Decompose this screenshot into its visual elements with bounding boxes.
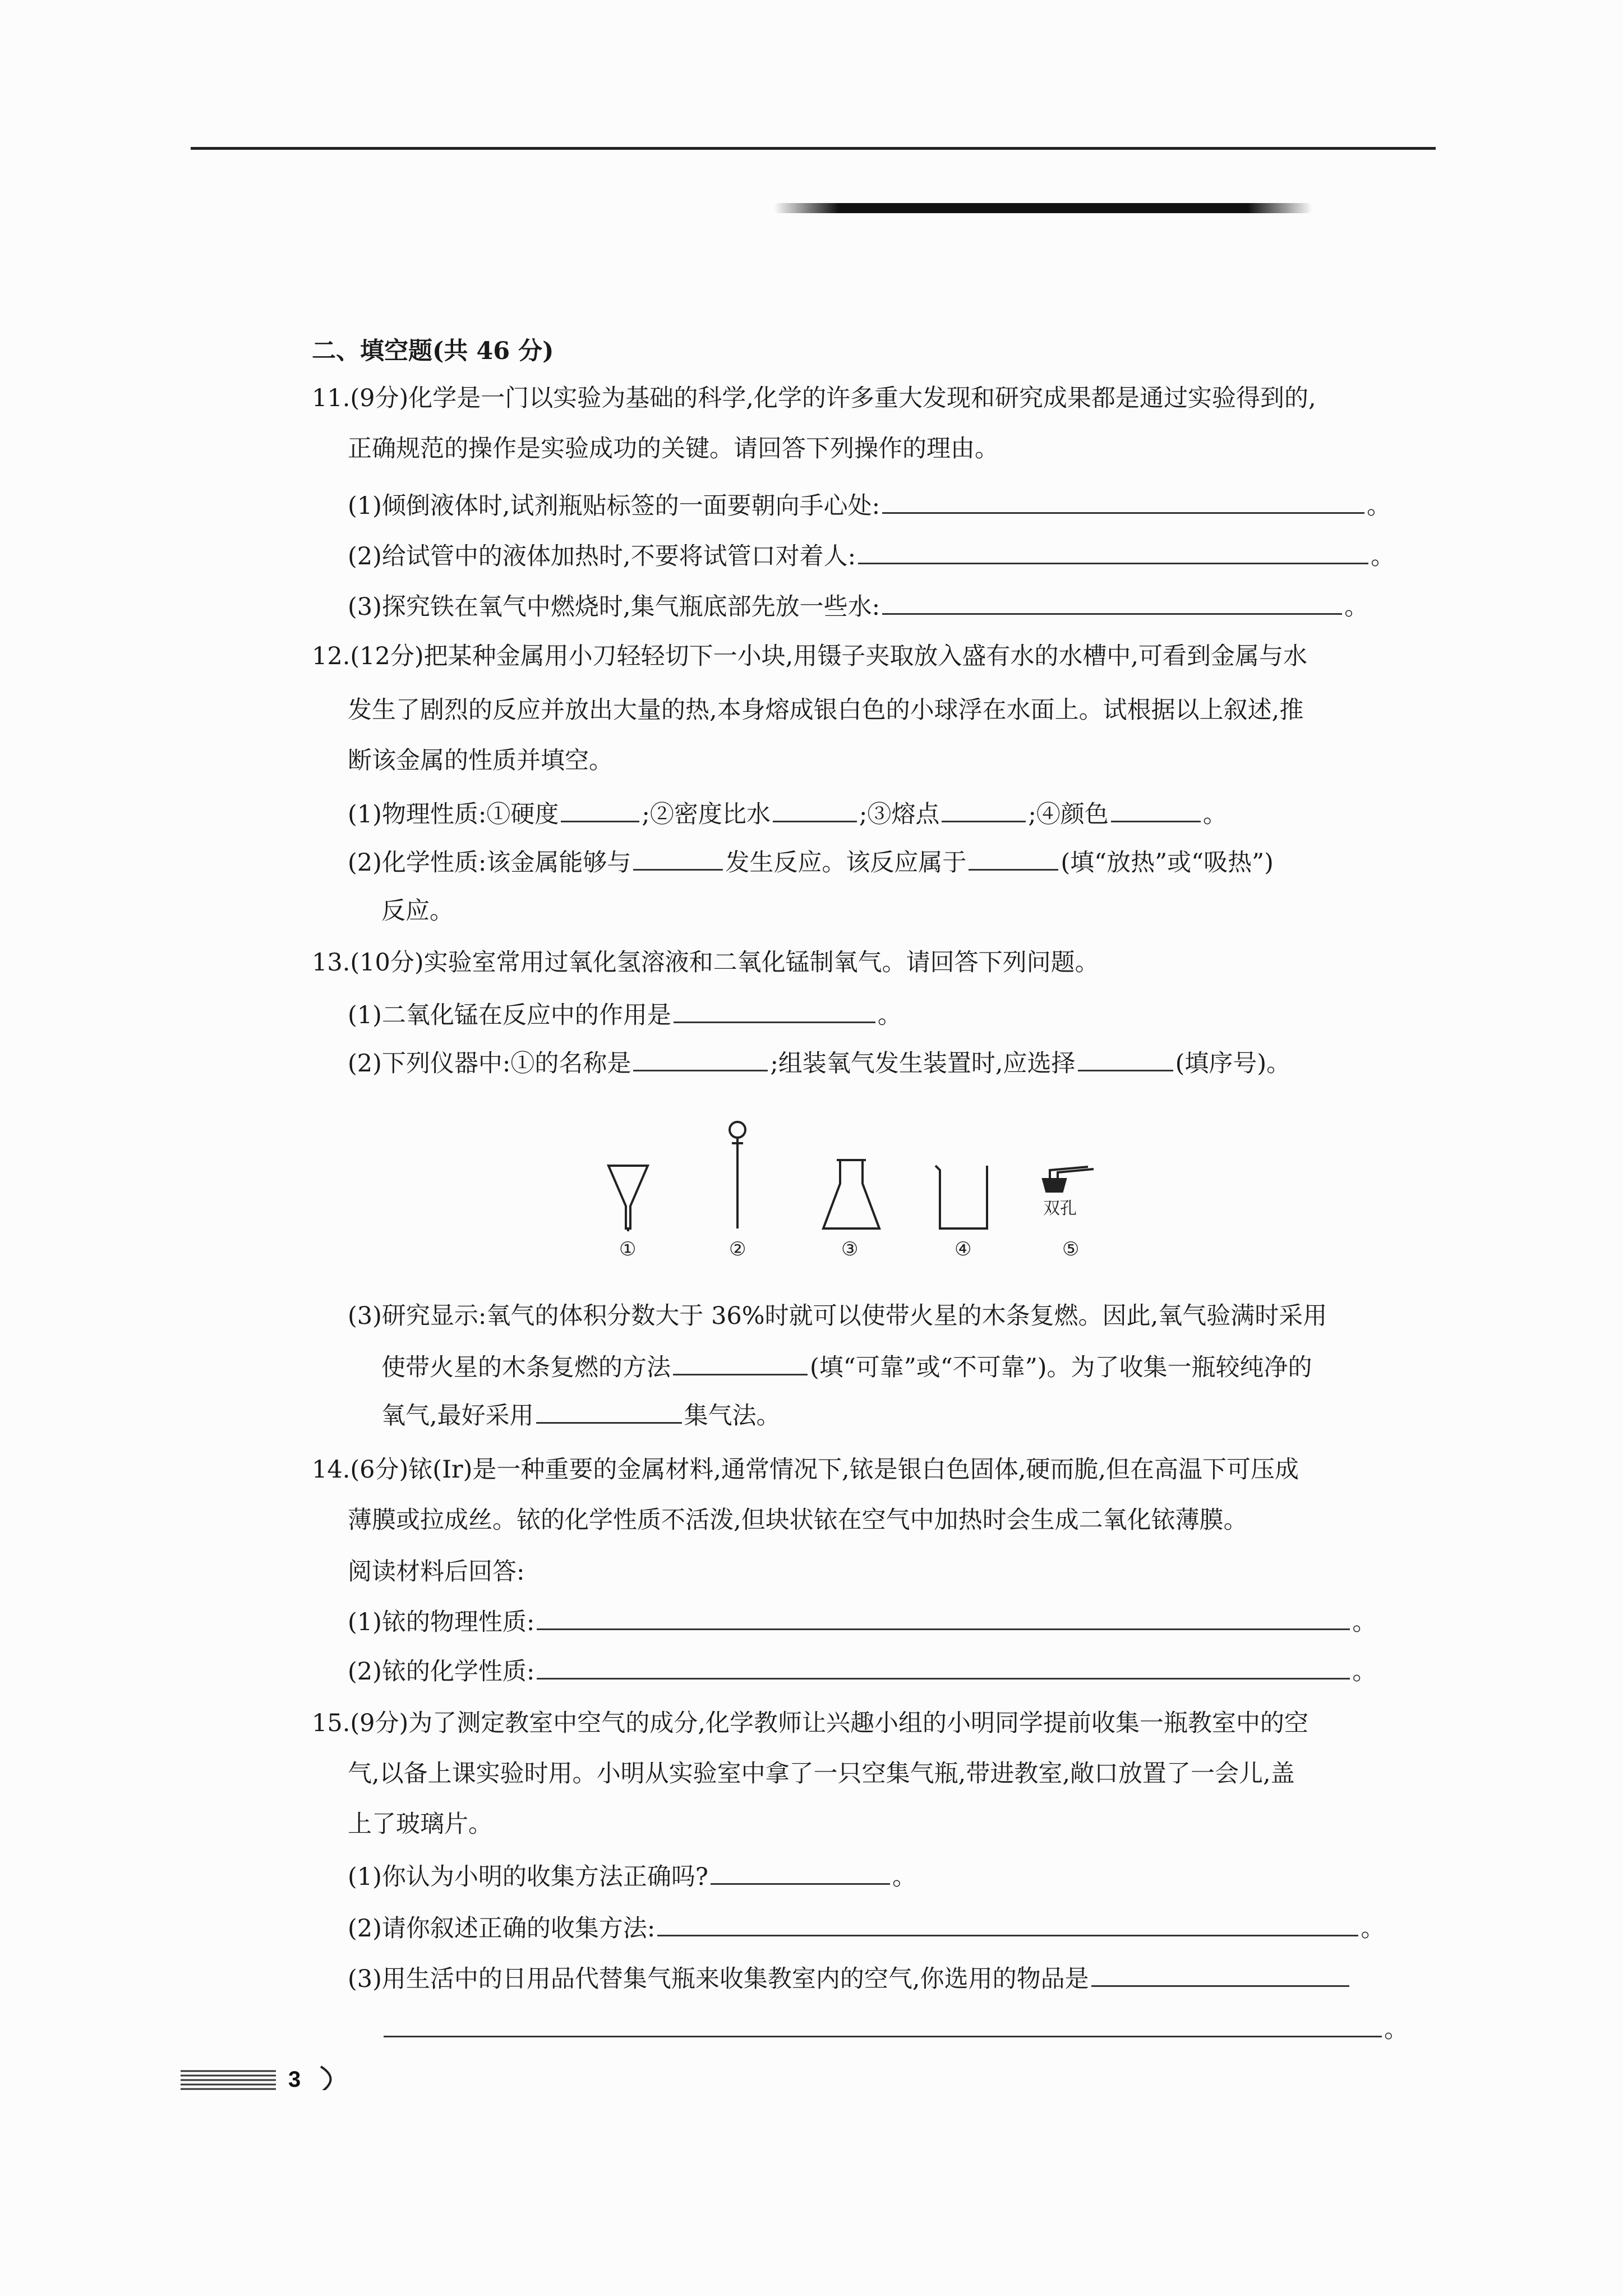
q12-part1-d: ;④颜色 bbox=[1028, 800, 1109, 829]
q13-select-blank[interactable] bbox=[1078, 1047, 1173, 1071]
q13-part1-a: (1)二氧化锰在反应中的作用是 bbox=[348, 1001, 671, 1029]
q14-line3: 阅读材料后回答: bbox=[348, 1558, 525, 1586]
q14-line2: 薄膜或拉成丝。铱的化学性质不活泼,但块状铱在空气中加热时会生成二氧化铱薄膜。 bbox=[348, 1506, 1248, 1534]
q12-part2-b: 发生反应。该反应属于 bbox=[725, 849, 967, 877]
q12-density-blank[interactable] bbox=[773, 798, 857, 822]
q14-chemical-blank[interactable] bbox=[537, 1655, 1350, 1680]
q15-part2-text: (2)请你叙述正确的收集方法: bbox=[348, 1915, 656, 1943]
q12-line2: 发生了剧烈的反应并放出大量的热,本身熔成银白色的小球浮在水面上。试根据以上叙述,推 bbox=[348, 696, 1304, 724]
q13-part2-c: (填序号)。 bbox=[1175, 1050, 1291, 1078]
q15-line2: 气,以备上课实验时用。小明从实验室中拿了一只空集气瓶,带进教室,敞口放置了一会儿,盖 bbox=[348, 1760, 1295, 1788]
fig-label-5: ⑤ bbox=[1062, 1238, 1080, 1260]
q14-part1 bbox=[348, 1605, 1376, 1639]
dropper-icon bbox=[730, 1122, 745, 1228]
q11-part2 bbox=[348, 540, 1395, 573]
q15-part2 bbox=[348, 1912, 1385, 1945]
q12-part1-e: 。 bbox=[1202, 800, 1227, 829]
q13-instrument-name-blank[interactable] bbox=[633, 1047, 768, 1071]
q12-color-blank[interactable] bbox=[1111, 798, 1201, 822]
q12-hardness-blank[interactable] bbox=[561, 798, 639, 822]
q13-part3-c: (填“可靠”或“不可靠”)。为了收集一瓶较纯净的 bbox=[810, 1354, 1312, 1382]
q11-part2-answer-blank[interactable] bbox=[858, 540, 1368, 564]
q13-part3-b: 使带火星的木条复燃的方法 bbox=[381, 1354, 671, 1382]
q13-part2 bbox=[348, 1047, 1290, 1080]
q15-part1-b: 。 bbox=[892, 1863, 916, 1891]
q14-part2 bbox=[348, 1655, 1376, 1688]
q12-part1-a: (1)物理性质:①硬度 bbox=[348, 800, 559, 829]
q15-item-blank[interactable] bbox=[1091, 1963, 1349, 1987]
fig-label-2: ② bbox=[729, 1238, 746, 1260]
q14-line1: 14.(6分)铱(Ir)是一种重要的金属材料,通常情况下,铱是银白色固体,硬而脆,但在高温下可压成 bbox=[312, 1456, 1299, 1484]
page-number: 3 bbox=[288, 2067, 301, 2090]
q13-part3-line3 bbox=[381, 1399, 781, 1433]
fig-label-3: ③ bbox=[841, 1238, 859, 1260]
q13-line1: 13.(10分)实验室常用过氧化氢溶液和二氧化锰制氧气。请回答下列问题。 bbox=[312, 949, 1099, 977]
header-bar bbox=[774, 203, 1312, 213]
q14-part2-text: (2)铱的化学性质: bbox=[348, 1658, 535, 1686]
q14-physical-blank[interactable] bbox=[537, 1606, 1350, 1630]
q13-reliable-blank[interactable] bbox=[673, 1351, 808, 1375]
q13-part3-line2 bbox=[381, 1351, 1312, 1384]
beaker-icon bbox=[935, 1166, 987, 1228]
q12-part2-end: 反应。 bbox=[381, 897, 454, 925]
page-number-badge bbox=[181, 2063, 377, 2090]
q15-part3-text: (3)用生活中的日用品代替集气瓶来收集教室内的空气,你选用的物品是 bbox=[348, 1965, 1089, 1993]
q15-part3 bbox=[348, 1962, 1352, 1996]
q11-part1 bbox=[348, 489, 1391, 523]
q12-heat-blank[interactable] bbox=[969, 846, 1058, 871]
q11-part1-text: (1)倾倒液体时,试剂瓶贴标签的一面要朝向手心处: bbox=[348, 492, 880, 520]
q15-correct-blank[interactable] bbox=[711, 1861, 890, 1885]
q12-part2-c: (填“放热”或“吸热”) bbox=[1061, 849, 1274, 877]
q13-method-blank[interactable] bbox=[536, 1400, 682, 1424]
double-hole-stopper-icon bbox=[1043, 1167, 1094, 1191]
q11-part3-text: (3)探究铁在氧气中燃烧时,集气瓶底部先放一些水: bbox=[348, 593, 880, 621]
q15-part3-cont bbox=[381, 2013, 1408, 2046]
q12-line1: 12.(12分)把某种金属用小刀轻轻切下一小块,用镊子夹取放入盛有水的水槽中,可看到金属与水 bbox=[312, 642, 1307, 670]
q13-part3-d: 氧气,最好采用 bbox=[381, 1402, 534, 1430]
q13-part2-a: (2)下列仪器中:①的名称是 bbox=[348, 1050, 631, 1078]
q11-part2-end: 。 bbox=[1371, 542, 1395, 570]
q11-part3 bbox=[348, 590, 1368, 624]
header-rule bbox=[191, 147, 1436, 150]
fig-label-4: ④ bbox=[955, 1238, 972, 1260]
q11-part3-answer-blank[interactable] bbox=[882, 591, 1342, 615]
q11-line1: 11.(9分)化学是一门以实验为基础的科学,化学的许多重大发现和研究成果都是通过实验得到的, bbox=[312, 384, 1316, 412]
q14-part2-end: 。 bbox=[1352, 1658, 1377, 1686]
q13-role-blank[interactable] bbox=[674, 999, 875, 1023]
fig-label-1: ① bbox=[619, 1238, 637, 1260]
q14-part1-text: (1)铱的物理性质: bbox=[348, 1608, 535, 1636]
q11-part3-end: 。 bbox=[1344, 593, 1369, 621]
double-hole-label: 双孔 bbox=[1043, 1199, 1077, 1218]
q11-part1-end: 。 bbox=[1367, 492, 1391, 520]
apparatus-figure bbox=[594, 1116, 1099, 1273]
q15-part1 bbox=[348, 1860, 916, 1894]
q11-part2-text: (2)给试管中的液体加热时,不要将试管口对着人: bbox=[348, 542, 856, 570]
q11-line2: 正确规范的操作是实验成功的关键。请回答下列操作的理由。 bbox=[348, 435, 999, 463]
q12-reactant-blank[interactable] bbox=[633, 846, 723, 871]
q12-line3: 断该金属的性质并填空。 bbox=[348, 747, 613, 775]
q13-part3-e: 集气法。 bbox=[684, 1402, 781, 1430]
q13-part2-b: ;组装氧气发生装置时,应选择 bbox=[770, 1050, 1076, 1078]
q14-part1-end: 。 bbox=[1352, 1608, 1377, 1636]
q12-part1 bbox=[348, 798, 1227, 831]
q12-part1-b: ;②密度比水 bbox=[642, 800, 771, 829]
q12-melting-blank[interactable] bbox=[942, 798, 1026, 822]
q15-part2-end: 。 bbox=[1361, 1915, 1385, 1943]
q15-line1: 15.(9分)为了测定教室中空气的成分,化学教师让兴趣小组的小明同学提前收集一瓶教室中的空 bbox=[312, 1709, 1308, 1737]
q15-line3: 上了玻璃片。 bbox=[348, 1810, 492, 1838]
conical-flask-icon bbox=[823, 1160, 879, 1228]
q12-part1-c: ;③熔点 bbox=[859, 800, 940, 829]
q15-item-blank-2[interactable] bbox=[384, 2013, 1382, 2037]
q11-part1-answer-blank[interactable] bbox=[882, 490, 1364, 514]
q13-part3-line1: (3)研究显示:氧气的体积分数大于 36%时就可以使带火星的木条复燃。因此,氧气验满时采用 bbox=[348, 1302, 1327, 1330]
q15-part3-end: 。 bbox=[1384, 2016, 1408, 2044]
q12-part2 bbox=[348, 846, 1274, 880]
section-title: 二、填空题(共 46 分) bbox=[312, 337, 554, 365]
q12-part2-a: (2)化学性质:该金属能够与 bbox=[348, 849, 631, 877]
q13-part1-b: 。 bbox=[877, 1001, 902, 1029]
q15-part1-a: (1)你认为小明的收集方法正确吗? bbox=[348, 1863, 708, 1891]
q13-part1 bbox=[348, 999, 902, 1032]
q15-method-blank[interactable] bbox=[657, 1912, 1358, 1936]
funnel-icon bbox=[608, 1166, 648, 1231]
